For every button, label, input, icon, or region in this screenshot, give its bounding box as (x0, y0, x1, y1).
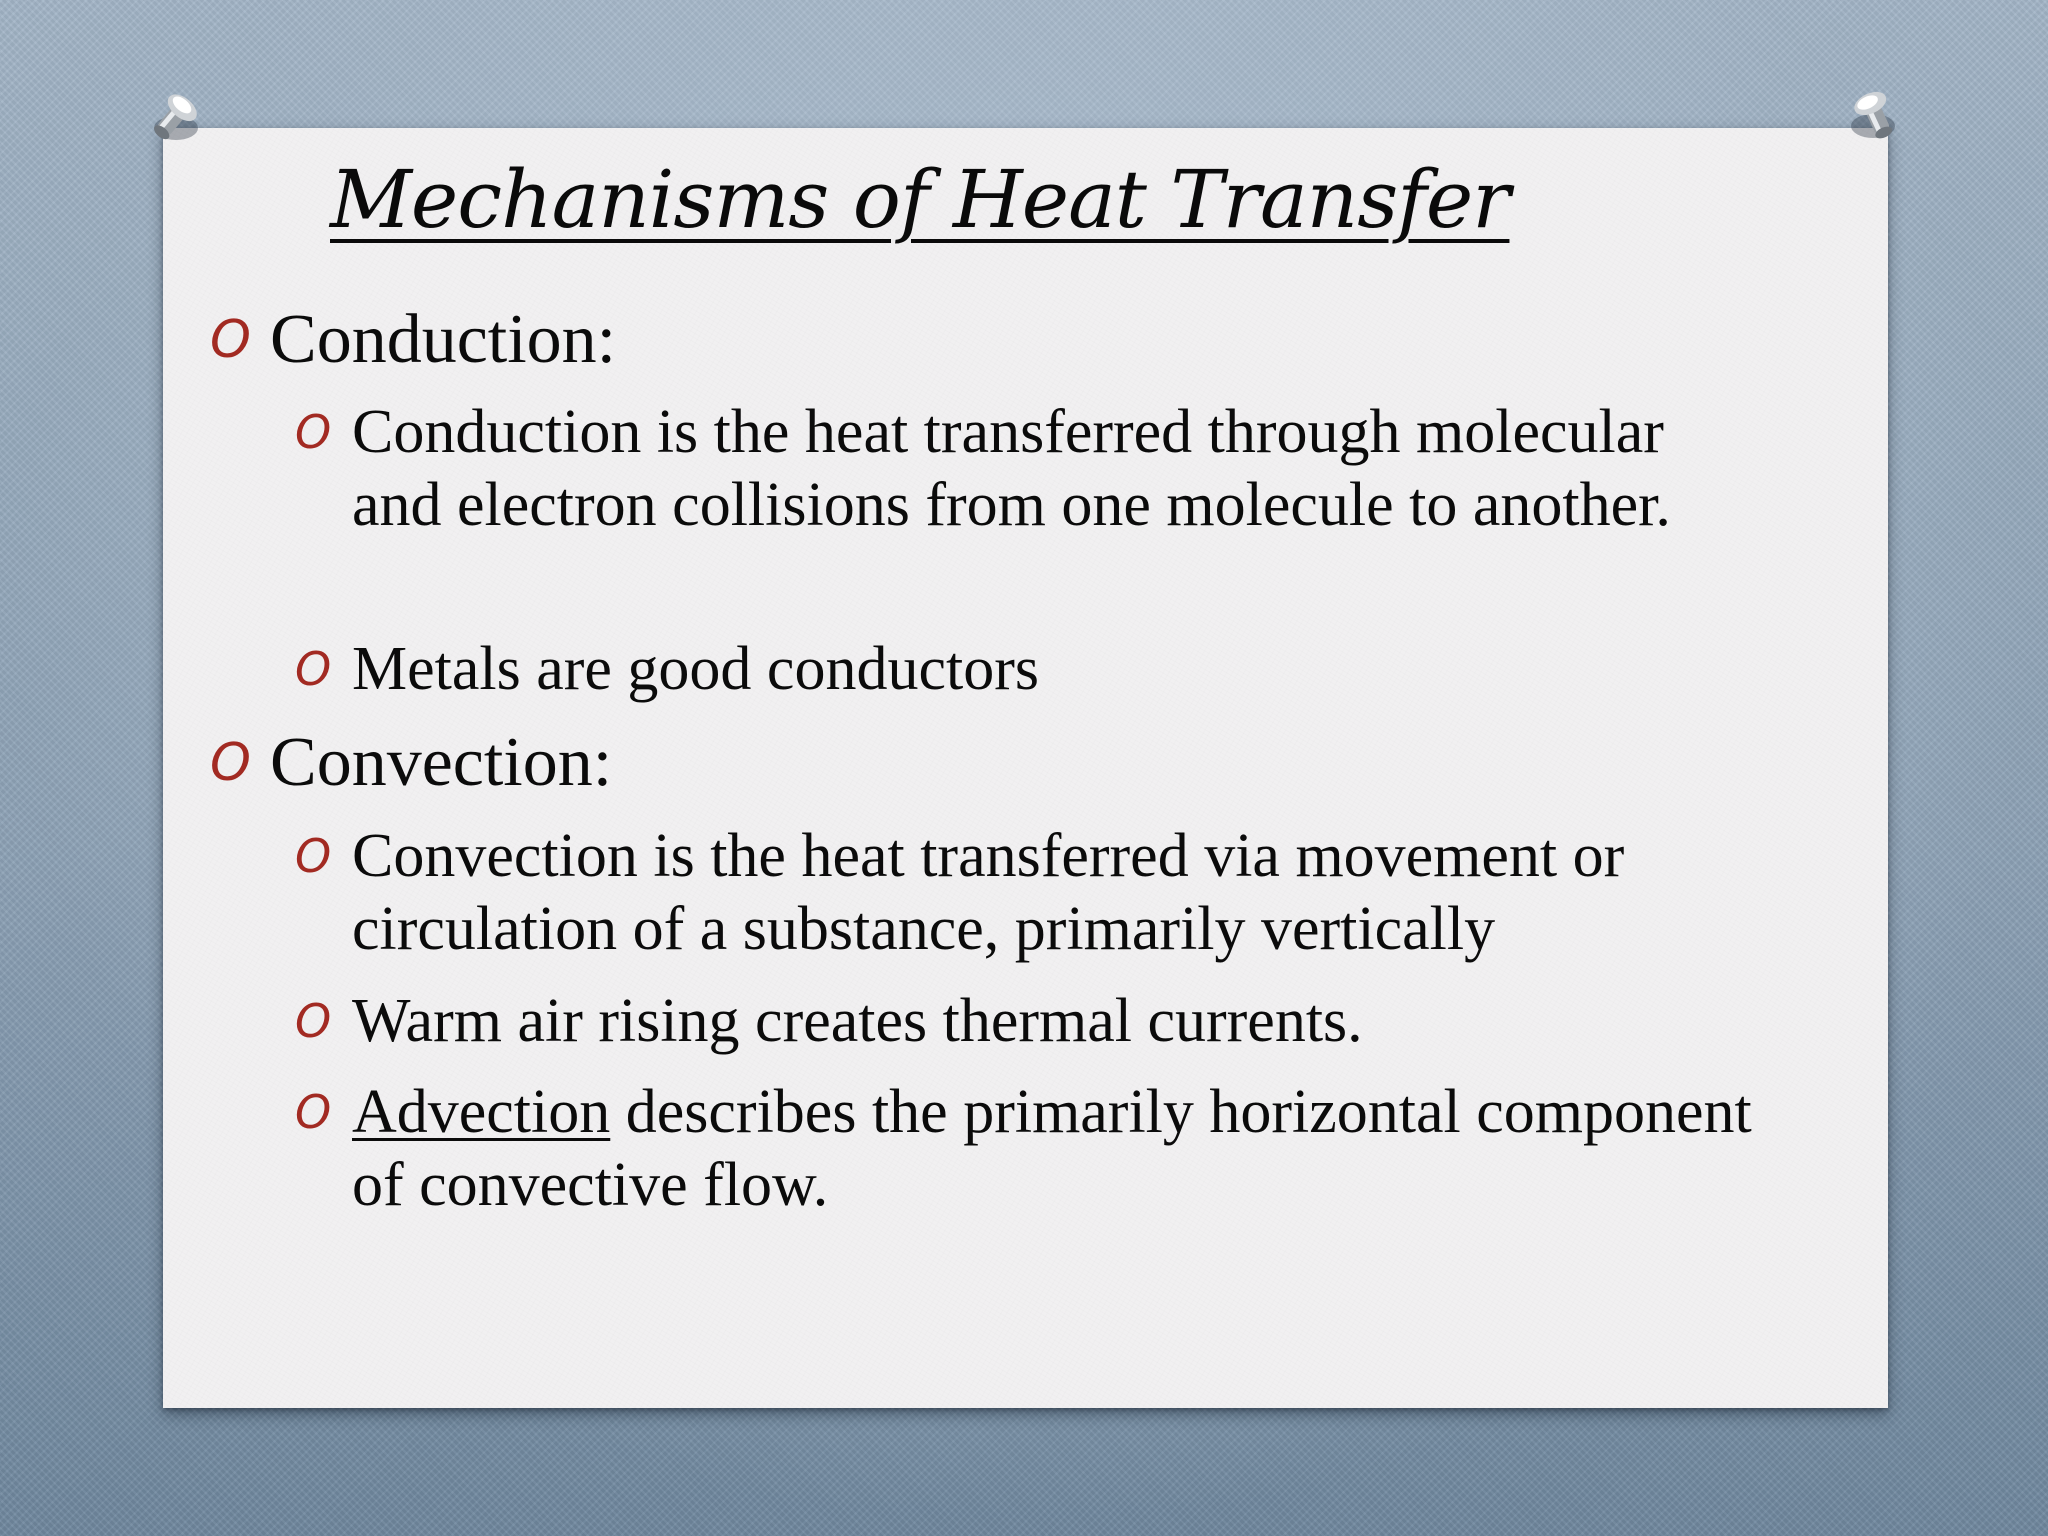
metals-text: Metals are good conductors (352, 635, 1039, 703)
bullet-marker-icon: O (295, 994, 332, 1048)
bullet-convection (210, 723, 612, 803)
heading-conduction: Conduction: (270, 301, 617, 378)
advection-description: describes the primarily horizontal component of convective flow. (352, 1078, 1752, 1219)
bullet-marker-icon: O (295, 829, 332, 883)
advection-term: Advection (352, 1078, 611, 1146)
heading-convection: Convection: (270, 724, 613, 801)
pushpin-icon-left (140, 88, 204, 152)
conduction-definition-text: Conduction is the heat transferred through molecular and electron collisions from one molecule to another. (352, 398, 1671, 539)
pushpin-icon-right (1845, 86, 1909, 150)
sub-bullet-warm-air (295, 985, 1755, 1058)
slide-title: Mechanisms of Heat Transfer (330, 153, 1510, 246)
sub-bullet-advection (295, 1076, 1755, 1222)
bullet-marker-icon: O (295, 405, 332, 459)
bullet-conduction (210, 300, 616, 380)
bullet-marker-icon: O (295, 642, 332, 696)
bullet-marker-icon: O (295, 1085, 332, 1139)
sub-bullet-conduction-definition (295, 396, 1755, 542)
bullet-marker-icon: O (210, 310, 251, 370)
warm-air-text: Warm air rising creates thermal currents. (352, 987, 1363, 1055)
advection-text (352, 1076, 1755, 1222)
bullet-marker-icon: O (210, 733, 251, 793)
sub-bullet-metals (295, 633, 1755, 706)
sub-bullet-convection-definition (295, 820, 1755, 966)
convection-definition-text: Convection is the heat transferred via movement or circulation of a substance, primarily vertically (352, 822, 1625, 963)
